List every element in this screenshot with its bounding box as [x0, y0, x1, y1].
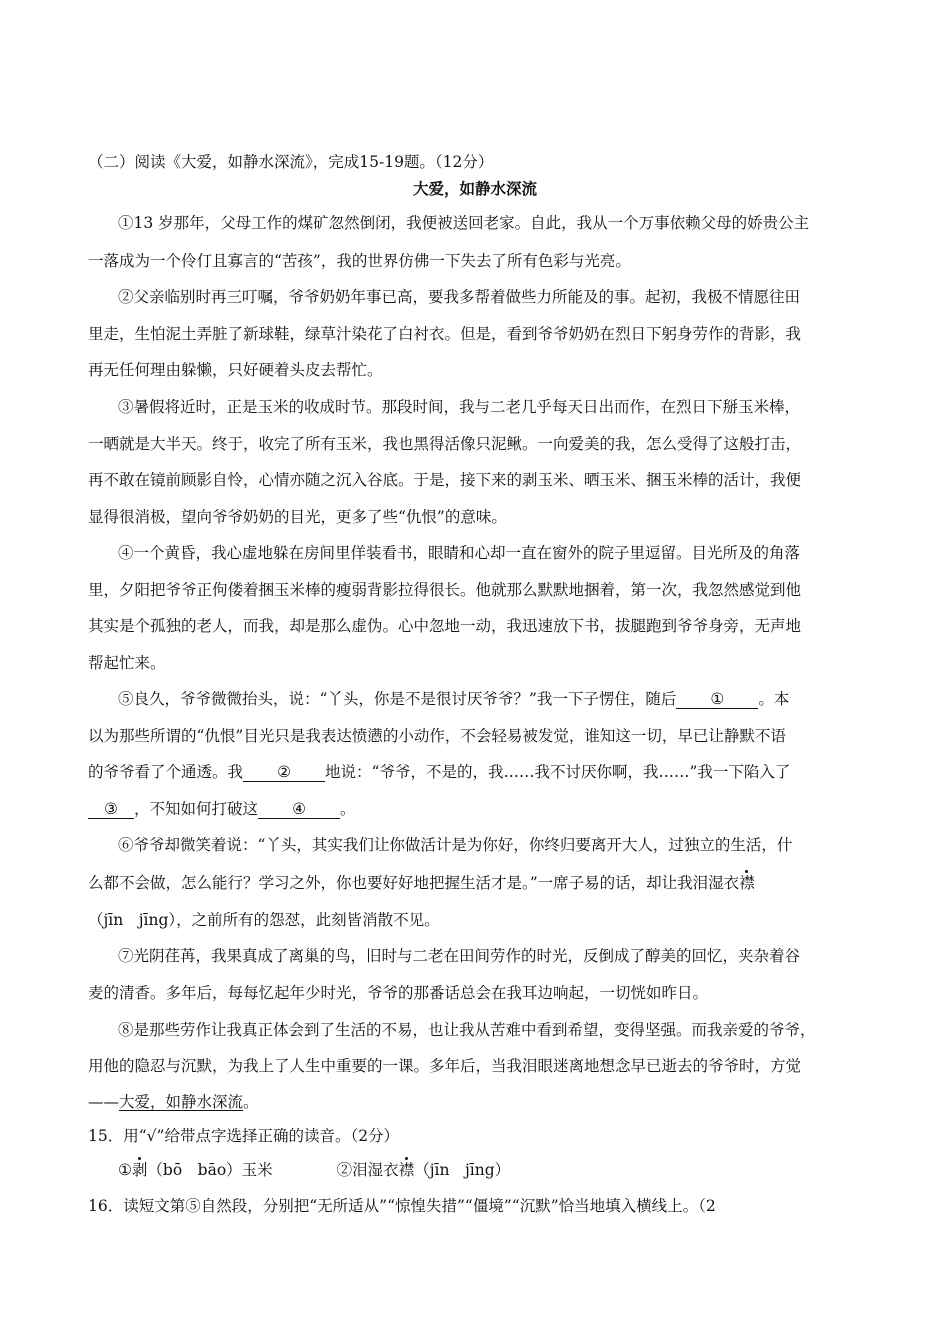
fill-blank-4: ④: [258, 800, 340, 819]
paragraph-3-line-1: ③暑假将近时，正是玉米的收成时节。那段时间，我与二老几乎每天日出而作，在烈日下掰玉米棒，: [118, 398, 801, 416]
paragraph-6-line-2-text: 么都不会做，怎么能行？学习之外，你也要好好地把握生活才是。”一席子易的话，却让我泪湿衣: [88, 874, 740, 892]
question-16: 16．读短文第⑤自然段，分别把“无所适从”“惊惶失措”“僵境”“沉默”恰当地填入横线上。（2: [88, 1197, 716, 1215]
paragraph-1-line-2: 一落成为一个伶仃且寡言的“苦孩”，我的世界仿佛一下失去了所有色彩与光亮。: [88, 252, 631, 270]
paragraph-1-line-1: ①13 岁那年，父母工作的煤矿忽然倒闭，我便被送回老家。自此，我从一个万事依赖父母的娇贵公主: [118, 214, 810, 232]
paragraph-2-line-1: ②父亲临别时再三叮嘱，爷爷奶奶年事已高，要我多帮着做些力所能及的事。起初，我极不情愿往田: [118, 288, 801, 306]
paragraph-4-line-4: 帮起忙来。: [88, 654, 166, 672]
paragraph-5-line-3: [88, 762, 790, 782]
paragraph-7-line-2: 麦的清香。多年后，每每忆起年少时光，爷爷的那番话总会在我耳边响起，一切恍如昨日。: [88, 984, 709, 1002]
q15-option-1-dotted-char: 剥: [131, 1161, 148, 1179]
paragraph-5-line-1-end: 。本: [758, 690, 790, 708]
paragraph-4-line-1: ④一个黄昏，我心虚地躲在房间里佯装看书，眼睛和心却一直在窗外的院子里逗留。目光所及的角落: [118, 544, 801, 562]
paragraph-4-line-2: 里，夕阳把爷爷正佝偻着捆玉米棒的瘦弱背影拉得很长。他就那么默默地捆着，第一次，我忽然感觉到他: [88, 581, 802, 599]
paragraph-8-line-3-end: 。: [243, 1093, 259, 1111]
paragraph-6-line-2: [88, 873, 755, 893]
fill-blank-3: ③: [88, 800, 134, 819]
q15-option-2-reading: （jīn jīng）: [414, 1161, 511, 1179]
paragraph-5-line-2: 以为那些所谓的“仇恨”目光只是我表达愤懑的小动作，不会轻易被发觉，谁知这一切，早已让静默不语: [88, 727, 786, 745]
paragraph-3-line-4: 显得很消极，望向爷爷奶奶的目光，更多了些“仇恨”的意味。: [88, 508, 507, 526]
q15-option-2-prefix: ②泪湿衣: [336, 1161, 399, 1179]
paragraph-5-line-4-end: 。: [340, 800, 356, 818]
paragraph-3-line-3: 再不敢在镜前顾影自怜，心情亦随之沉入谷底。于是，接下来的剥玉米、晒玉米、捆玉米棒的活计，我便: [88, 471, 802, 489]
underlined-phrase: 大爱，如静水深流: [119, 1093, 244, 1111]
fill-blank-2: ②: [243, 763, 325, 782]
paragraph-2-line-3: 再无任何理由躲懒，只好硬着头皮去帮忙。: [88, 361, 383, 379]
q15-option-1-prefix: ①: [118, 1161, 132, 1179]
paragraph-8-line-2: 用他的隐忍与沉默，为我上了人生中重要的一课。多年后，当我泪眼迷离地想念早已逝去的爷爷时，方觉: [88, 1057, 802, 1075]
paragraph-6-line-1: ⑥爷爷却微笑着说：“丫头，其实我们让你做活计是为你好，你终归要离开大人，过独立的生活，什: [118, 836, 793, 854]
q15-option-2-dotted-char: 襟: [398, 1161, 415, 1179]
paragraph-2-line-2: 里走，生怕泥土弄脏了新球鞋，绿草汁染花了白衬衣。但是，看到爷爷奶奶在烈日下躬身劳作的背影，我: [88, 325, 802, 343]
paragraph-5-line-4-text: ，不知如何打破这: [134, 800, 259, 818]
em-dash: ——: [88, 1093, 119, 1111]
paragraph-3-line-2: 一晒就是大半天。终于，收完了所有玉米，我也黑得活像只泥鳅。一向爱美的我，怎么受得了这般打击，: [88, 435, 802, 453]
q15-option-1-reading: （bō bāo）玉米: [147, 1161, 273, 1179]
paragraph-6-line-3: （jīn jīng），之前所有的怨怼，此刻皆消散不见。: [88, 911, 440, 929]
question-15-options: [118, 1160, 510, 1180]
fill-blank-1: ①: [676, 690, 758, 709]
paragraph-5-line-3-text: 的爷爷看了个通透。我: [88, 763, 244, 781]
paragraph-7-line-1: ⑦光阴荏苒，我果真成了离巢的鸟，旧时与二老在田间劳作的时光，反倒成了醇美的回忆，夹杂着谷: [118, 947, 801, 965]
paragraph-4-line-3: 其实是个孤独的老人，而我，却是那么虚伪。心中忽地一动，我迅速放下书，拔腿跑到爷爷身旁，无声地: [88, 617, 802, 635]
question-15: 15．用“√”给带点字选择正确的读音。（2分）: [88, 1127, 400, 1145]
paragraph-5-line-4: [88, 799, 356, 819]
dotted-character: 襟: [739, 874, 755, 892]
paragraph-8-line-3: [88, 1092, 259, 1112]
paragraph-8-line-1: ⑧是那些劳作让我真正体会到了生活的不易，也让我从苦难中看到希望，变得坚强。而我亲爱的爷爷，: [118, 1021, 816, 1039]
paragraph-5-line-3-end: 地说：“爷爷，不是的，我……我不讨厌你啊，我……”我一下陷入了: [325, 763, 791, 781]
article-title: 大爱，如静水深流: [412, 180, 537, 198]
section-header: （二）阅读《大爱，如静水深流》，完成15-19题。（12分）: [88, 153, 494, 171]
paragraph-5-line-1: [118, 689, 789, 709]
paragraph-5-line-1-text: ⑤良久，爷爷微微抬头，说：“丫头，你是不是很讨厌爷爷？”我一下子愣住，随后: [118, 690, 677, 708]
